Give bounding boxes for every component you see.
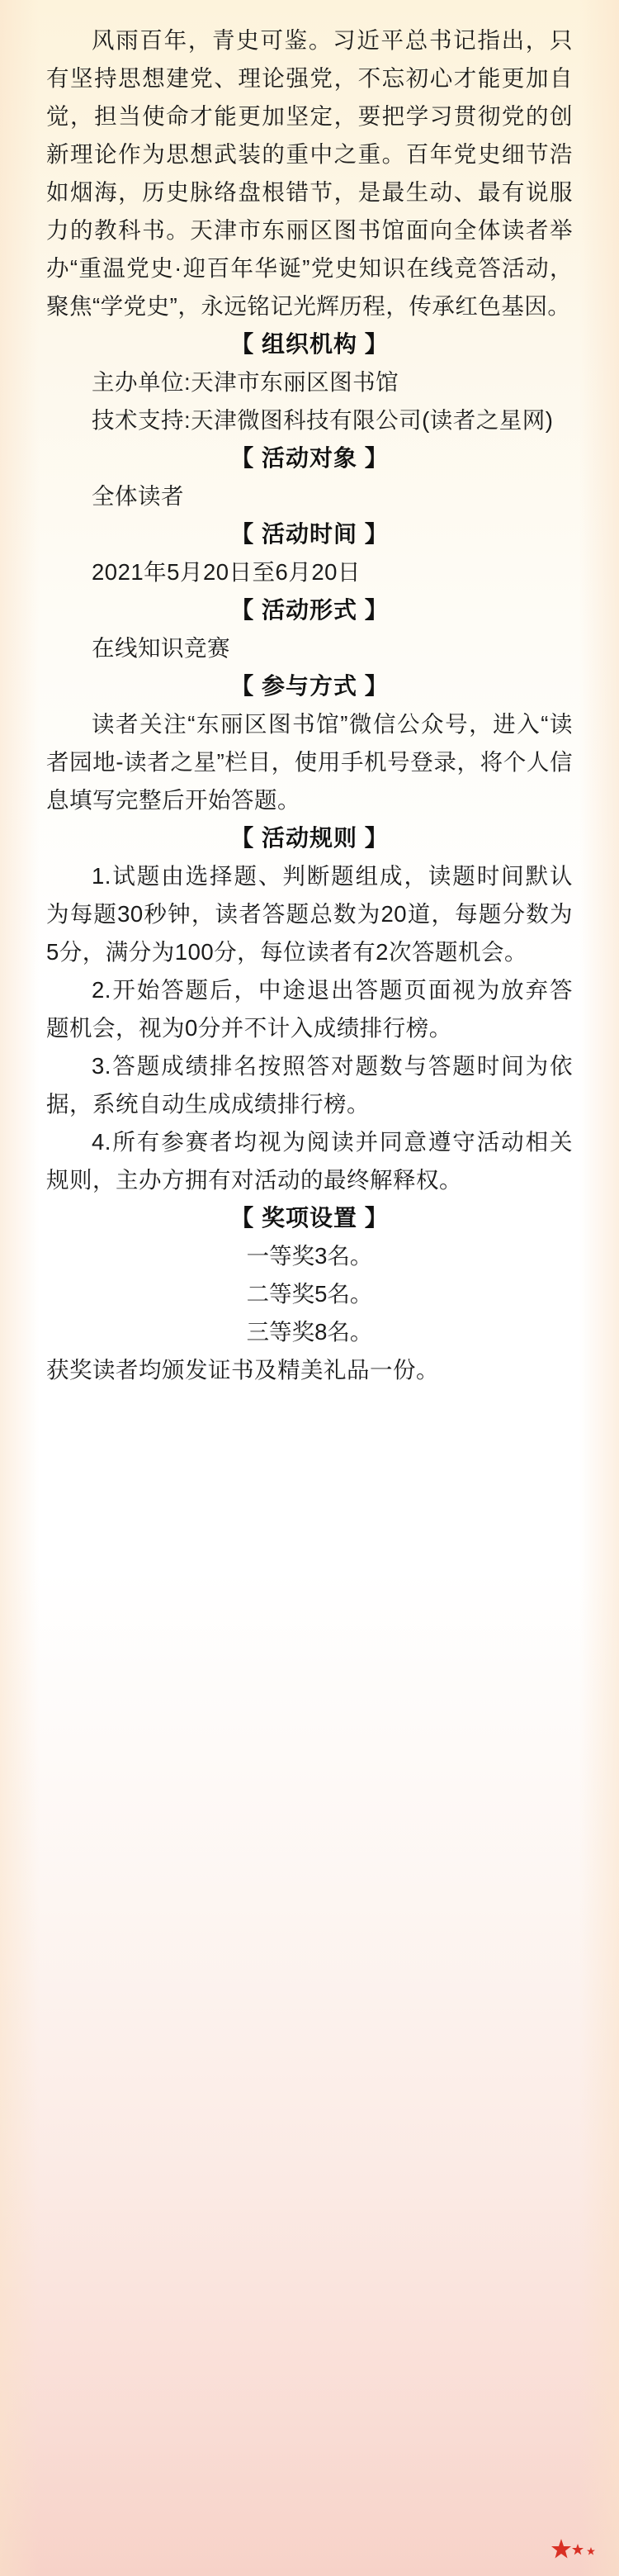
time-value: 2021年5月20日至6月20日: [92, 559, 361, 585]
participation-value: 读者关注“东丽区图书馆”微信公众号，进入“读者园地-读者之星”栏目，使用手机号登录，将个人信息填写完整后开始答题。: [46, 711, 573, 813]
section-heading-organizer: 【 组织机构 】: [230, 331, 389, 357]
organizer-tech-support: 技术支持:天津微图科技有限公司(读者之星网): [92, 407, 554, 433]
rule-item-2: 2.开始答题后，中途退出答题页面视为放弃答题机会，视为0分并不计入成绩排行榜。: [46, 977, 573, 1041]
section-heading-audience: 【 活动对象 】: [230, 445, 389, 471]
organizer-host: 主办单位:天津市东丽区图书馆: [92, 369, 399, 395]
format-value: 在线知识竞赛: [92, 635, 230, 661]
prize-note: 获奖读者均颁发证书及精美礼品一份。: [46, 1357, 439, 1383]
rule-item-3: 3.答题成绩排名按照答对题数与答题时间为依据，系统自动生成成绩排行榜。: [46, 1053, 573, 1117]
prize-first: 一等奖3名。: [246, 1243, 373, 1269]
prize-second: 二等奖5名。: [246, 1281, 373, 1307]
prize-third: 三等奖8名。: [246, 1319, 373, 1345]
rule-item-1: 1.试题由选择题、判断题组成，读题时间默认为每题30秒钟，读者答题总数为20道，每题分数为5分，满分为100分，每位读者有2次答题机会。: [46, 863, 573, 965]
section-heading-format: 【 活动形式 】: [230, 597, 389, 623]
star-badge: [550, 2535, 601, 2564]
section-heading-rules: 【 活动规则 】: [230, 825, 389, 851]
audience-value: 全体读者: [92, 483, 184, 509]
section-heading-prizes: 【 奖项设置 】: [230, 1205, 389, 1231]
rule-item-4: 4.所有参赛者均视为阅读并同意遵守活动相关规则，主办方拥有对活动的最终解释权。: [46, 1129, 573, 1193]
section-heading-time: 【 活动时间 】: [230, 521, 389, 547]
section-heading-participation: 【 参与方式 】: [230, 673, 389, 699]
paragraph-intro: 风雨百年，青史可鉴。习近平总书记指出，只有坚持思想建党、理论强党，不忘初心才能更加自觉，担当使命才能更加坚定，要把学习贯彻党的创新理论作为思想武装的重中之重。百年党史细节浩如烟海，历史脉络盘根错节，是最生动、最有说服力的教科书。天津市东丽区图书馆面向全体读者举办“重温党史·迎百年华诞”党史知识在线竞答活动，聚焦“学党史”，永远铭记光辉历程，传承红色基因。: [46, 27, 573, 319]
